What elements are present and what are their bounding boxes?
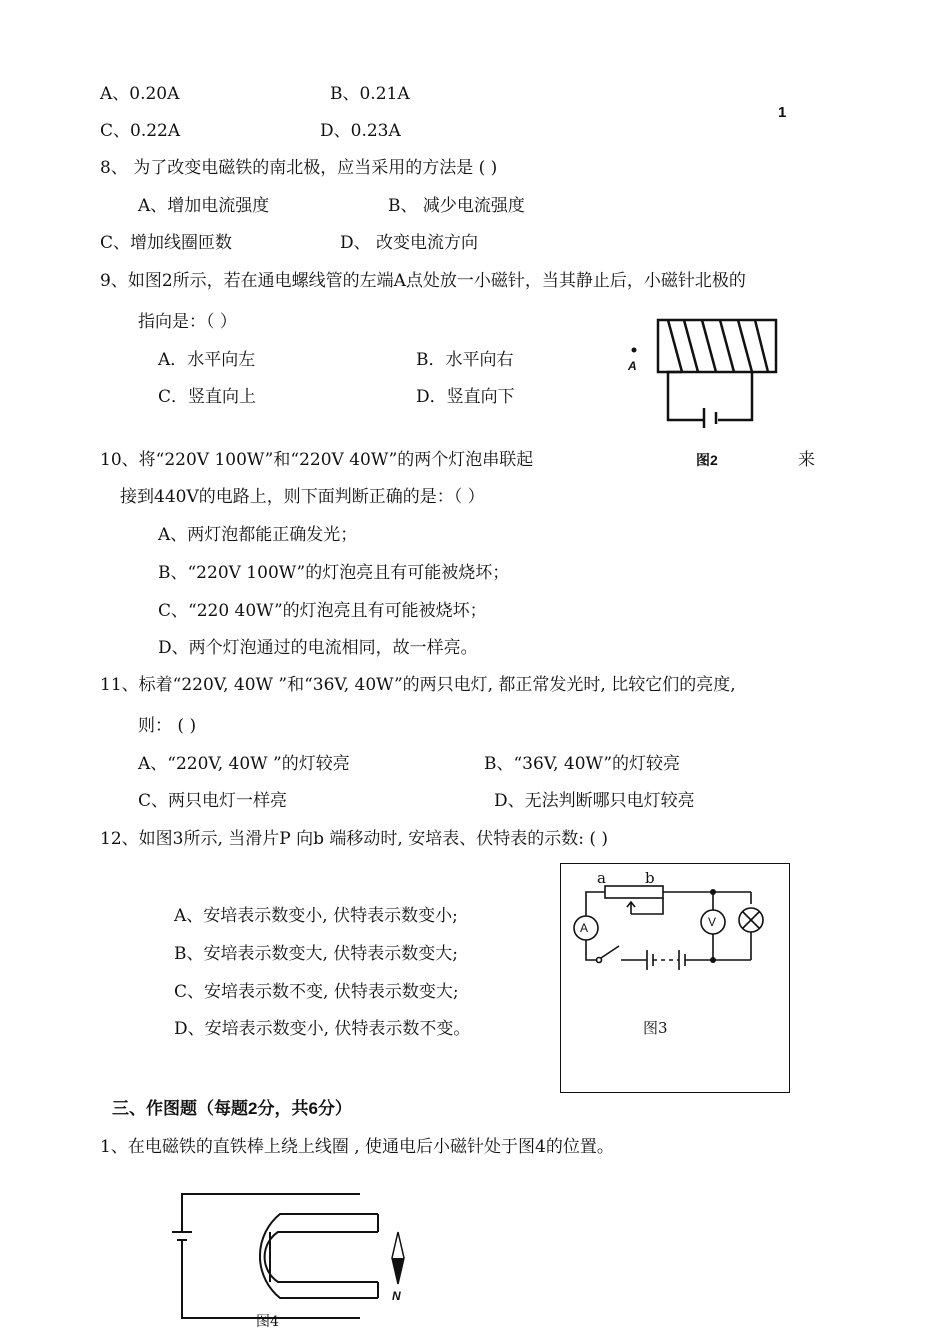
q8-stem: 8、 为了改变电磁铁的南北极，应当采用的方法是 ( ) (100, 158, 498, 178)
q10-option-b: B、“220V 100W”的灯泡亮且有可能被烧坏； (158, 563, 510, 583)
q7-option-a: A、0.20A (100, 84, 180, 104)
q10-option-a: A、两灯泡都能正确发光； (158, 525, 358, 545)
q12-option-a: A、安培表示数变小, 伏特表示数变小; (174, 906, 458, 926)
figure-4-caption: 图4 (256, 1314, 279, 1330)
q8-option-c: C、增加线圈匝数 (100, 233, 233, 253)
q12-option-c: C、安培表示数不变, 伏特表示数变大; (174, 982, 459, 1002)
q8-option-d: D、 改变电流方向 (340, 233, 479, 253)
q10-stem: 10、将“220V 100W”和“220V 40W”的两个灯泡串联起 (100, 450, 534, 470)
q11-option-d: D、无法判断哪只电灯较亮 (494, 791, 695, 811)
page-number: 1 (778, 104, 787, 121)
q10-option-d: D、两个灯泡通过的电流相同，故一样亮。 (158, 638, 478, 658)
q8-option-a: A、增加电流强度 (138, 196, 270, 216)
figure-3-caption: 图3 (643, 1019, 668, 1037)
resistor-label-a: a (597, 869, 606, 887)
figure-4-electromagnet (160, 1186, 420, 1336)
q12-option-d: D、安培表示数变小, 伏特表示数不变。 (174, 1019, 471, 1039)
q7-option-c: C、0.22A (100, 121, 181, 141)
q9-option-d: D．竖直向下 (416, 387, 515, 407)
q10-stem-2: 接到440V的电路上，则下面判断正确的是：（ ） (120, 487, 485, 507)
needle-north-label: N (392, 1289, 401, 1303)
q12-option-b: B、安培表示数变大, 伏特表示数变大; (174, 944, 459, 964)
q11-option-c: C、两只电灯一样亮 (138, 791, 288, 811)
q10-option-c: C、“220 40W”的灯泡亮且有可能被烧坏； (158, 601, 487, 621)
solenoid-diagram (622, 310, 792, 430)
q10-stem-tail: 来 (798, 450, 815, 470)
figure-2-point-label: A (628, 359, 637, 373)
section-3-question-1: 1、在电磁铁的直铁棒上绕上线圈 , 使通电后小磁针处于图4的位置。 (100, 1137, 614, 1157)
q9-option-b: B．水平向右 (416, 350, 514, 370)
section-3-title: 三、作图题（每题2分，共6分） (112, 1099, 352, 1118)
figure-2-caption: 图2 (696, 452, 718, 468)
ammeter-label: A (580, 921, 589, 935)
q7-option-d: D、0.23A (320, 121, 401, 141)
q11-stem-2: 则： ( ) (138, 716, 197, 736)
voltmeter-label: V (708, 915, 717, 929)
resistor-label-b: b (645, 869, 655, 887)
q9-option-a: A．水平向左 (158, 350, 256, 370)
q7-option-b: B、0.21A (330, 84, 410, 104)
q12-stem: 12、如图3所示, 当滑片P 向b 端移动时, 安培表、伏特表的示数: ( ) (100, 829, 608, 849)
figure-3-circuit (560, 863, 790, 1093)
electromagnet-diagram (160, 1186, 420, 1326)
q11-option-a: A、“220V, 40W ”的灯较亮 (138, 754, 350, 774)
q11-option-b: B、“36V, 40W”的灯较亮 (484, 754, 681, 774)
q9-option-c: C．竖直向上 (158, 387, 257, 407)
q9-stem: 9、如图2所示，若在通电螺线管的左端A点处放一小磁针，当其静止后，小磁针北极的 (100, 271, 746, 291)
q8-option-b: B、 减少电流强度 (388, 196, 525, 216)
q11-stem: 11、标着“220V, 40W ”和“36V, 40W”的两只电灯, 都正常发光时, 比较它们的亮度, (100, 675, 736, 695)
q9-stem-2: 指向是：（ ） (138, 312, 237, 332)
figure-2-solenoid (622, 310, 792, 470)
circuit-diagram (561, 864, 788, 984)
